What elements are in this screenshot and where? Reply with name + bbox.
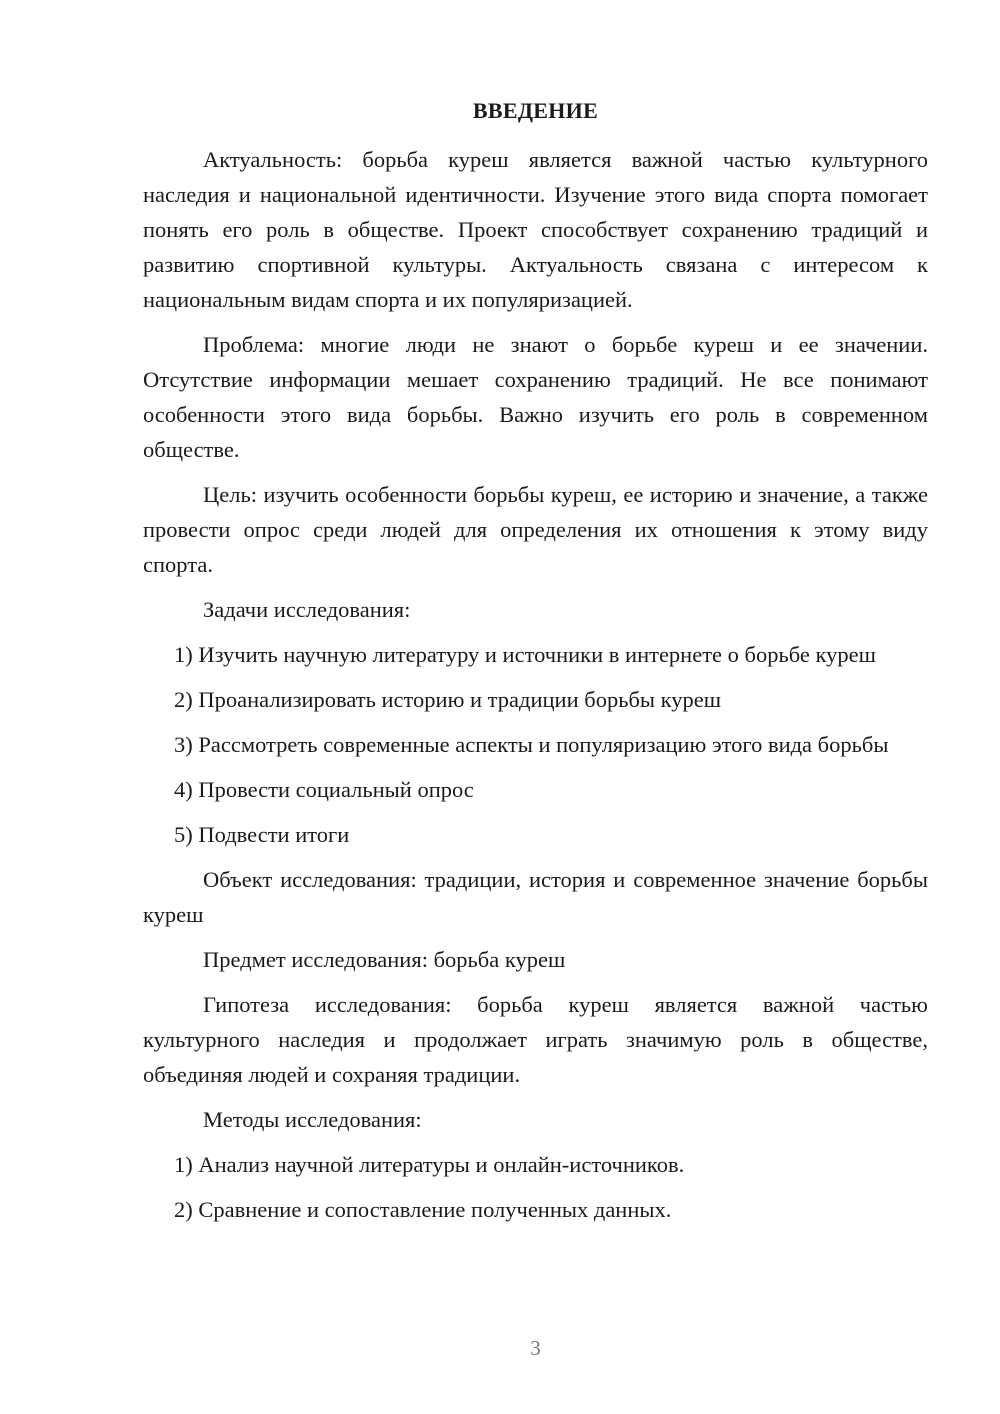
list-item-task-4: 4) Провести социальный опрос: [174, 777, 474, 802]
list-item-method-1: 1) Анализ научной литературы и онлайн-источников.: [174, 1152, 685, 1177]
paragraph-relevance: Актуальность: борьба куреш является важной частью культурного наследия и национальной идентичности. Изучение этого вида спорта помогает понять его роль в обществе. Проект способствует сохранению традиций и развитию спортивной культуры. Актуальность связана с интересом к национальным видам спорта и их популяризацией.: [143, 147, 928, 312]
list-item-task-2: 2) Проанализировать историю и традиции борьбы куреш: [174, 687, 722, 712]
paragraph-problem: Проблема: многие люди не знают о борьбе куреш и ее значении. Отсутствие информации мешает сохранению традиций. Не все понимают особенности этого вида борьбы. Важно изучить его роль в современном обществе.: [143, 332, 928, 462]
paragraph-object: Объект исследования: традиции, история и современное значение борьбы куреш: [143, 867, 928, 927]
page-body: [143, 142, 928, 1237]
paragraph-tasks-heading: Задачи исследования:: [203, 597, 411, 622]
list-item-task-5: 5) Подвести итоги: [174, 822, 350, 847]
list-item-task-3: 3) Рассмотреть современные аспекты и популяризацию этого вида борьбы: [174, 732, 889, 757]
document-page: [143, 0, 928, 1414]
paragraph-goal: Цель: изучить особенности борьбы куреш, ее историю и значение, а также провести опрос среди людей для определения их отношения к этому виду спорта.: [143, 482, 928, 577]
paragraph-hypothesis: Гипотеза исследования: борьба куреш является важной частью культурного наследия и продолжает играть значимую роль в обществе, объединяя людей и сохраняя традиции.: [143, 992, 928, 1087]
paragraph-subject: Предмет исследования: борьба куреш: [203, 947, 566, 972]
list-item-task-1: 1) Изучить научную литературу и источники в интернете о борьбе куреш: [174, 642, 876, 667]
page-number: 3: [530, 1336, 541, 1360]
page-title: ВВЕДЕНИЕ: [472, 98, 599, 123]
list-item-method-2: 2) Сравнение и сопоставление полученных данных.: [174, 1197, 672, 1222]
paragraph-methods-heading: Методы исследования:: [203, 1107, 422, 1132]
